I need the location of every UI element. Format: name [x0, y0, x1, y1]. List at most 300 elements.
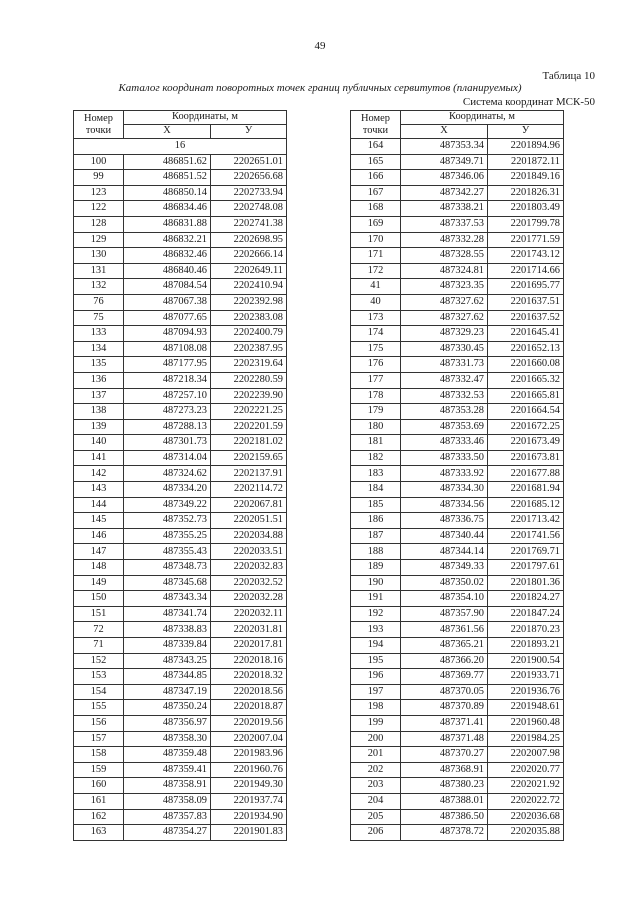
table-row — [351, 450, 564, 466]
y-coordinate-cell: 2202201.59 — [211, 419, 287, 435]
x-coordinate-cell: 487333.50 — [401, 450, 488, 466]
table-row — [74, 450, 287, 466]
table-row — [351, 263, 564, 279]
y-coordinate-cell: 2202651.01 — [211, 154, 287, 170]
y-coordinate-cell: 2201984.25 — [488, 731, 564, 747]
y-coordinate-cell: 2202383.08 — [211, 310, 287, 326]
table-row — [74, 310, 287, 326]
y-coordinate-cell: 2201677.88 — [488, 466, 564, 482]
table-row — [351, 201, 564, 217]
point-number-cell: 160 — [74, 778, 124, 794]
table-row — [351, 762, 564, 778]
point-number-cell: 122 — [74, 201, 124, 217]
x-coordinate-cell: 487344.14 — [401, 544, 488, 560]
y-coordinate-cell: 2202114.72 — [211, 482, 287, 498]
y-coordinate-cell: 2201664.54 — [488, 404, 564, 420]
table-row — [351, 653, 564, 669]
table-row — [74, 404, 287, 420]
y-coordinate-cell: 2202032.28 — [211, 591, 287, 607]
point-number-cell: 170 — [351, 232, 401, 248]
table-row — [74, 170, 287, 186]
y-coordinate-cell: 2201797.61 — [488, 560, 564, 576]
table-row — [351, 606, 564, 622]
y-coordinate-cell: 2202748.08 — [211, 201, 287, 217]
x-coordinate-cell: 487334.56 — [401, 497, 488, 513]
point-number-cell: 188 — [351, 544, 401, 560]
y-coordinate-cell: 2201713.42 — [488, 513, 564, 529]
x-coordinate-cell: 487370.05 — [401, 684, 488, 700]
y-coordinate-cell: 2201741.56 — [488, 528, 564, 544]
x-coordinate-cell: 486851.52 — [124, 170, 211, 186]
point-number-cell: 156 — [74, 715, 124, 731]
x-coordinate-cell: 487347.19 — [124, 684, 211, 700]
point-number-cell: 76 — [74, 294, 124, 310]
point-number-cell: 123 — [74, 185, 124, 201]
x-coordinate-cell: 487331.73 — [401, 357, 488, 373]
x-coordinate-cell: 487380.23 — [401, 778, 488, 794]
table-row — [351, 622, 564, 638]
x-coordinate-cell: 487323.35 — [401, 279, 488, 295]
table-row — [74, 513, 287, 529]
x-coordinate-cell: 487358.09 — [124, 793, 211, 809]
x-coordinate-cell: 487345.68 — [124, 575, 211, 591]
y-coordinate-cell: 2201743.12 — [488, 248, 564, 264]
y-coordinate-cell: 2202018.56 — [211, 684, 287, 700]
point-number-cell: 176 — [351, 357, 401, 373]
x-coordinate-cell: 487218.34 — [124, 372, 211, 388]
table-row — [351, 528, 564, 544]
x-coordinate-cell: 487339.84 — [124, 638, 211, 654]
x-coordinate-cell: 487348.73 — [124, 560, 211, 576]
point-number-cell: 187 — [351, 528, 401, 544]
x-coordinate-cell: 487388.01 — [401, 793, 488, 809]
y-coordinate-cell: 2202733.94 — [211, 185, 287, 201]
point-number-cell: 141 — [74, 450, 124, 466]
x-coordinate-cell: 487355.43 — [124, 544, 211, 560]
header-y: У — [488, 125, 564, 139]
point-number-cell: 198 — [351, 700, 401, 716]
point-number-cell: 150 — [74, 591, 124, 607]
x-coordinate-cell: 487257.10 — [124, 388, 211, 404]
y-coordinate-cell: 2201665.32 — [488, 372, 564, 388]
y-coordinate-cell: 2201673.49 — [488, 435, 564, 451]
y-coordinate-cell: 2201937.74 — [211, 793, 287, 809]
y-coordinate-cell: 2202032.83 — [211, 560, 287, 576]
point-number-cell: 151 — [74, 606, 124, 622]
x-coordinate-cell: 487357.90 — [401, 606, 488, 622]
y-coordinate-cell: 2201769.71 — [488, 544, 564, 560]
x-coordinate-cell: 487334.20 — [124, 482, 211, 498]
point-number-cell: 138 — [74, 404, 124, 420]
point-number-cell: 200 — [351, 731, 401, 747]
y-coordinate-cell: 2202033.51 — [211, 544, 287, 560]
point-number-cell: 190 — [351, 575, 401, 591]
table-row — [351, 669, 564, 685]
y-coordinate-cell: 2201960.48 — [488, 715, 564, 731]
table-row — [351, 575, 564, 591]
table-row — [351, 778, 564, 794]
y-coordinate-cell: 2202221.25 — [211, 404, 287, 420]
y-coordinate-cell: 2202022.72 — [488, 793, 564, 809]
y-coordinate-cell: 2201894.96 — [488, 139, 564, 155]
table-row — [74, 326, 287, 342]
table-row — [74, 357, 287, 373]
table-row — [74, 482, 287, 498]
point-number-cell: 164 — [351, 139, 401, 155]
table-row — [351, 232, 564, 248]
point-number-cell: 135 — [74, 357, 124, 373]
table-row — [351, 715, 564, 731]
table-row — [351, 684, 564, 700]
table-row — [351, 216, 564, 232]
point-number-cell: 180 — [351, 419, 401, 435]
table-row — [74, 294, 287, 310]
table-row — [74, 263, 287, 279]
x-coordinate-cell: 487067.38 — [124, 294, 211, 310]
table-row — [74, 700, 287, 716]
point-number-cell: 41 — [351, 279, 401, 295]
point-number-cell: 152 — [74, 653, 124, 669]
point-number-cell: 191 — [351, 591, 401, 607]
x-coordinate-cell: 487344.85 — [124, 669, 211, 685]
y-coordinate-cell: 2201652.13 — [488, 341, 564, 357]
y-coordinate-cell: 2202018.16 — [211, 653, 287, 669]
x-coordinate-cell: 487346.06 — [401, 170, 488, 186]
table-row — [351, 170, 564, 186]
point-number-cell: 144 — [74, 497, 124, 513]
y-coordinate-cell: 2202181.02 — [211, 435, 287, 451]
table-row — [74, 341, 287, 357]
x-coordinate-cell: 487370.27 — [401, 747, 488, 763]
x-coordinate-cell: 487350.02 — [401, 575, 488, 591]
y-coordinate-cell: 2201801.36 — [488, 575, 564, 591]
point-number-cell: 169 — [351, 216, 401, 232]
x-coordinate-cell: 487353.69 — [401, 419, 488, 435]
x-coordinate-cell: 487332.53 — [401, 388, 488, 404]
x-coordinate-cell: 487354.27 — [124, 825, 211, 841]
table-row — [74, 684, 287, 700]
y-coordinate-cell: 2201936.76 — [488, 684, 564, 700]
point-number-cell: 173 — [351, 310, 401, 326]
table-row — [351, 747, 564, 763]
point-number-cell: 162 — [74, 809, 124, 825]
x-coordinate-cell: 487356.97 — [124, 715, 211, 731]
point-number-cell: 148 — [74, 560, 124, 576]
point-number-cell: 199 — [351, 715, 401, 731]
y-coordinate-cell: 2202698.95 — [211, 232, 287, 248]
table-row — [351, 404, 564, 420]
table-row — [351, 294, 564, 310]
table-row — [74, 216, 287, 232]
point-number-cell: 203 — [351, 778, 401, 794]
point-number-cell: 154 — [74, 684, 124, 700]
x-coordinate-cell: 487084.54 — [124, 279, 211, 295]
coordinate-system-label: Система координат МСК-50 — [462, 96, 595, 108]
point-number-cell: 165 — [351, 154, 401, 170]
x-coordinate-cell: 487350.24 — [124, 700, 211, 716]
point-number-cell: 194 — [351, 638, 401, 654]
table-row — [351, 513, 564, 529]
y-coordinate-cell: 2202410.94 — [211, 279, 287, 295]
point-number-cell: 153 — [74, 669, 124, 685]
table-row — [74, 279, 287, 295]
table-body-left — [74, 154, 287, 840]
y-coordinate-cell: 2201660.08 — [488, 357, 564, 373]
point-number-cell: 139 — [74, 419, 124, 435]
page-number: 49 — [314, 40, 326, 52]
table-row — [351, 357, 564, 373]
table-row — [351, 388, 564, 404]
table-row — [351, 154, 564, 170]
point-number-cell: 130 — [74, 248, 124, 264]
y-coordinate-cell: 2202400.79 — [211, 326, 287, 342]
point-number-cell: 206 — [351, 825, 401, 841]
point-number-cell: 161 — [74, 793, 124, 809]
point-number-cell: 178 — [351, 388, 401, 404]
table-row — [351, 139, 564, 155]
point-number-cell: 174 — [351, 326, 401, 342]
table-row — [74, 591, 287, 607]
x-coordinate-cell: 487353.28 — [401, 404, 488, 420]
y-coordinate-cell: 2202021.92 — [488, 778, 564, 794]
y-coordinate-cell: 2201983.96 — [211, 747, 287, 763]
y-coordinate-cell: 2202032.11 — [211, 606, 287, 622]
x-coordinate-cell: 487338.83 — [124, 622, 211, 638]
point-number-cell: 189 — [351, 560, 401, 576]
x-coordinate-cell: 487354.10 — [401, 591, 488, 607]
point-number-cell: 75 — [74, 310, 124, 326]
x-coordinate-cell: 487332.28 — [401, 232, 488, 248]
y-coordinate-cell: 2202036.68 — [488, 809, 564, 825]
x-coordinate-cell: 487353.34 — [401, 139, 488, 155]
point-number-cell: 172 — [351, 263, 401, 279]
y-coordinate-cell: 2202007.98 — [488, 747, 564, 763]
y-coordinate-cell: 2202035.88 — [488, 825, 564, 841]
document-caption: Каталог координат поворотных точек границ публичных сервитутов (планируемых) — [118, 82, 522, 94]
x-coordinate-cell: 487332.47 — [401, 372, 488, 388]
header-point-number: Номер точки — [74, 111, 124, 139]
point-number-cell: 171 — [351, 248, 401, 264]
x-coordinate-cell: 486832.46 — [124, 248, 211, 264]
table-row — [351, 560, 564, 576]
y-coordinate-cell: 2201849.16 — [488, 170, 564, 186]
x-coordinate-cell: 487340.44 — [401, 528, 488, 544]
x-coordinate-cell: 486832.21 — [124, 232, 211, 248]
table-row — [351, 497, 564, 513]
point-number-cell: 159 — [74, 762, 124, 778]
point-number-cell: 196 — [351, 669, 401, 685]
x-coordinate-cell: 487273.23 — [124, 404, 211, 420]
point-number-cell: 158 — [74, 747, 124, 763]
x-coordinate-cell: 487329.23 — [401, 326, 488, 342]
table-row — [74, 497, 287, 513]
y-coordinate-cell: 2202387.95 — [211, 341, 287, 357]
table-row — [351, 466, 564, 482]
table-row — [351, 372, 564, 388]
y-coordinate-cell: 2202649.11 — [211, 263, 287, 279]
table-label: Таблица 10 — [542, 70, 595, 82]
table-row — [351, 419, 564, 435]
x-coordinate-cell: 487301.73 — [124, 435, 211, 451]
y-coordinate-cell: 2201695.77 — [488, 279, 564, 295]
table-row — [351, 809, 564, 825]
y-coordinate-cell: 2201673.81 — [488, 450, 564, 466]
table-row — [74, 435, 287, 451]
point-number-cell: 184 — [351, 482, 401, 498]
table-row — [351, 279, 564, 295]
point-number-cell: 137 — [74, 388, 124, 404]
table-row — [74, 560, 287, 576]
table-row — [74, 606, 287, 622]
y-coordinate-cell: 2202319.64 — [211, 357, 287, 373]
x-coordinate-cell: 487349.33 — [401, 560, 488, 576]
y-coordinate-cell: 2201637.51 — [488, 294, 564, 310]
x-coordinate-cell: 487386.50 — [401, 809, 488, 825]
coordinates-table-right — [350, 110, 564, 841]
y-coordinate-cell: 2201960.76 — [211, 762, 287, 778]
header-coordinates: Координаты, м — [124, 111, 287, 125]
y-coordinate-cell: 2202239.90 — [211, 388, 287, 404]
point-number-cell: 168 — [351, 201, 401, 217]
point-number-cell: 134 — [74, 341, 124, 357]
x-coordinate-cell: 487094.93 — [124, 326, 211, 342]
table-row — [74, 185, 287, 201]
table-row — [351, 793, 564, 809]
x-coordinate-cell: 487288.13 — [124, 419, 211, 435]
y-coordinate-cell: 2201803.49 — [488, 201, 564, 217]
table-row — [74, 232, 287, 248]
y-coordinate-cell: 2202034.88 — [211, 528, 287, 544]
point-number-cell: 155 — [74, 700, 124, 716]
table-row — [74, 747, 287, 763]
table-row — [74, 715, 287, 731]
y-coordinate-cell: 2201681.94 — [488, 482, 564, 498]
y-coordinate-cell: 2201872.11 — [488, 154, 564, 170]
point-number-cell: 157 — [74, 731, 124, 747]
x-coordinate-cell: 487349.22 — [124, 497, 211, 513]
point-number-cell: 185 — [351, 497, 401, 513]
x-coordinate-cell: 487108.08 — [124, 341, 211, 357]
x-coordinate-cell: 487336.75 — [401, 513, 488, 529]
table-row — [74, 809, 287, 825]
table-row — [74, 466, 287, 482]
point-number-cell: 201 — [351, 747, 401, 763]
y-coordinate-cell: 2201771.59 — [488, 232, 564, 248]
point-number-cell: 71 — [74, 638, 124, 654]
point-number-cell: 132 — [74, 279, 124, 295]
x-coordinate-cell: 487342.27 — [401, 185, 488, 201]
y-coordinate-cell: 2201949.30 — [211, 778, 287, 794]
x-coordinate-cell: 487357.83 — [124, 809, 211, 825]
point-number-cell: 183 — [351, 466, 401, 482]
table-row — [74, 825, 287, 841]
y-coordinate-cell: 2201933.71 — [488, 669, 564, 685]
x-coordinate-cell: 486840.46 — [124, 263, 211, 279]
table-row — [351, 700, 564, 716]
point-number-cell: 146 — [74, 528, 124, 544]
y-coordinate-cell: 2202019.56 — [211, 715, 287, 731]
y-coordinate-cell: 2201714.66 — [488, 263, 564, 279]
point-number-cell: 179 — [351, 404, 401, 420]
x-coordinate-cell: 487378.72 — [401, 825, 488, 841]
point-number-cell: 193 — [351, 622, 401, 638]
point-number-cell: 205 — [351, 809, 401, 825]
y-coordinate-cell: 2201900.54 — [488, 653, 564, 669]
point-number-cell: 177 — [351, 372, 401, 388]
table-row — [351, 185, 564, 201]
x-coordinate-cell: 487369.77 — [401, 669, 488, 685]
table-row — [74, 419, 287, 435]
table-row — [74, 622, 287, 638]
table-row — [74, 248, 287, 264]
x-coordinate-cell: 487314.04 — [124, 450, 211, 466]
y-coordinate-cell: 2201645.41 — [488, 326, 564, 342]
y-coordinate-cell: 2202741.38 — [211, 216, 287, 232]
y-coordinate-cell: 2202159.65 — [211, 450, 287, 466]
point-number-cell: 166 — [351, 170, 401, 186]
y-coordinate-cell: 2201948.61 — [488, 700, 564, 716]
point-number-cell: 181 — [351, 435, 401, 451]
x-coordinate-cell: 487352.73 — [124, 513, 211, 529]
table-row — [74, 372, 287, 388]
y-coordinate-cell: 2202020.77 — [488, 762, 564, 778]
table-row — [74, 154, 287, 170]
x-coordinate-cell: 487333.46 — [401, 435, 488, 451]
table-row — [351, 638, 564, 654]
table-row — [74, 793, 287, 809]
x-coordinate-cell: 487328.55 — [401, 248, 488, 264]
y-coordinate-cell: 2202007.04 — [211, 731, 287, 747]
point-number-cell: 128 — [74, 216, 124, 232]
x-coordinate-cell: 487330.45 — [401, 341, 488, 357]
x-coordinate-cell: 487358.30 — [124, 731, 211, 747]
y-coordinate-cell: 2202666.14 — [211, 248, 287, 264]
x-coordinate-cell: 487333.92 — [401, 466, 488, 482]
x-coordinate-cell: 487334.30 — [401, 482, 488, 498]
x-coordinate-cell: 487355.25 — [124, 528, 211, 544]
y-coordinate-cell: 2202018.87 — [211, 700, 287, 716]
table-row — [351, 544, 564, 560]
x-coordinate-cell: 487366.20 — [401, 653, 488, 669]
table-row — [74, 201, 287, 217]
x-coordinate-cell: 487324.62 — [124, 466, 211, 482]
point-number-cell: 129 — [74, 232, 124, 248]
point-number-cell: 204 — [351, 793, 401, 809]
y-coordinate-cell: 2202031.81 — [211, 622, 287, 638]
x-coordinate-cell: 487368.91 — [401, 762, 488, 778]
x-coordinate-cell: 487177.95 — [124, 357, 211, 373]
y-coordinate-cell: 2202067.81 — [211, 497, 287, 513]
y-coordinate-cell: 2201799.78 — [488, 216, 564, 232]
point-number-cell: 140 — [74, 435, 124, 451]
x-coordinate-cell: 487338.21 — [401, 201, 488, 217]
point-number-cell: 197 — [351, 684, 401, 700]
y-coordinate-cell: 2201685.12 — [488, 497, 564, 513]
point-number-cell: 40 — [351, 294, 401, 310]
y-coordinate-cell: 2202137.91 — [211, 466, 287, 482]
group-label: 16 — [74, 139, 287, 155]
point-number-cell: 147 — [74, 544, 124, 560]
table-row — [351, 326, 564, 342]
x-coordinate-cell: 487327.62 — [401, 310, 488, 326]
point-number-cell: 99 — [74, 170, 124, 186]
x-coordinate-cell: 487341.74 — [124, 606, 211, 622]
table-row — [351, 482, 564, 498]
point-number-cell: 149 — [74, 575, 124, 591]
table-row — [74, 638, 287, 654]
header-x: X — [401, 125, 488, 139]
x-coordinate-cell: 487359.48 — [124, 747, 211, 763]
